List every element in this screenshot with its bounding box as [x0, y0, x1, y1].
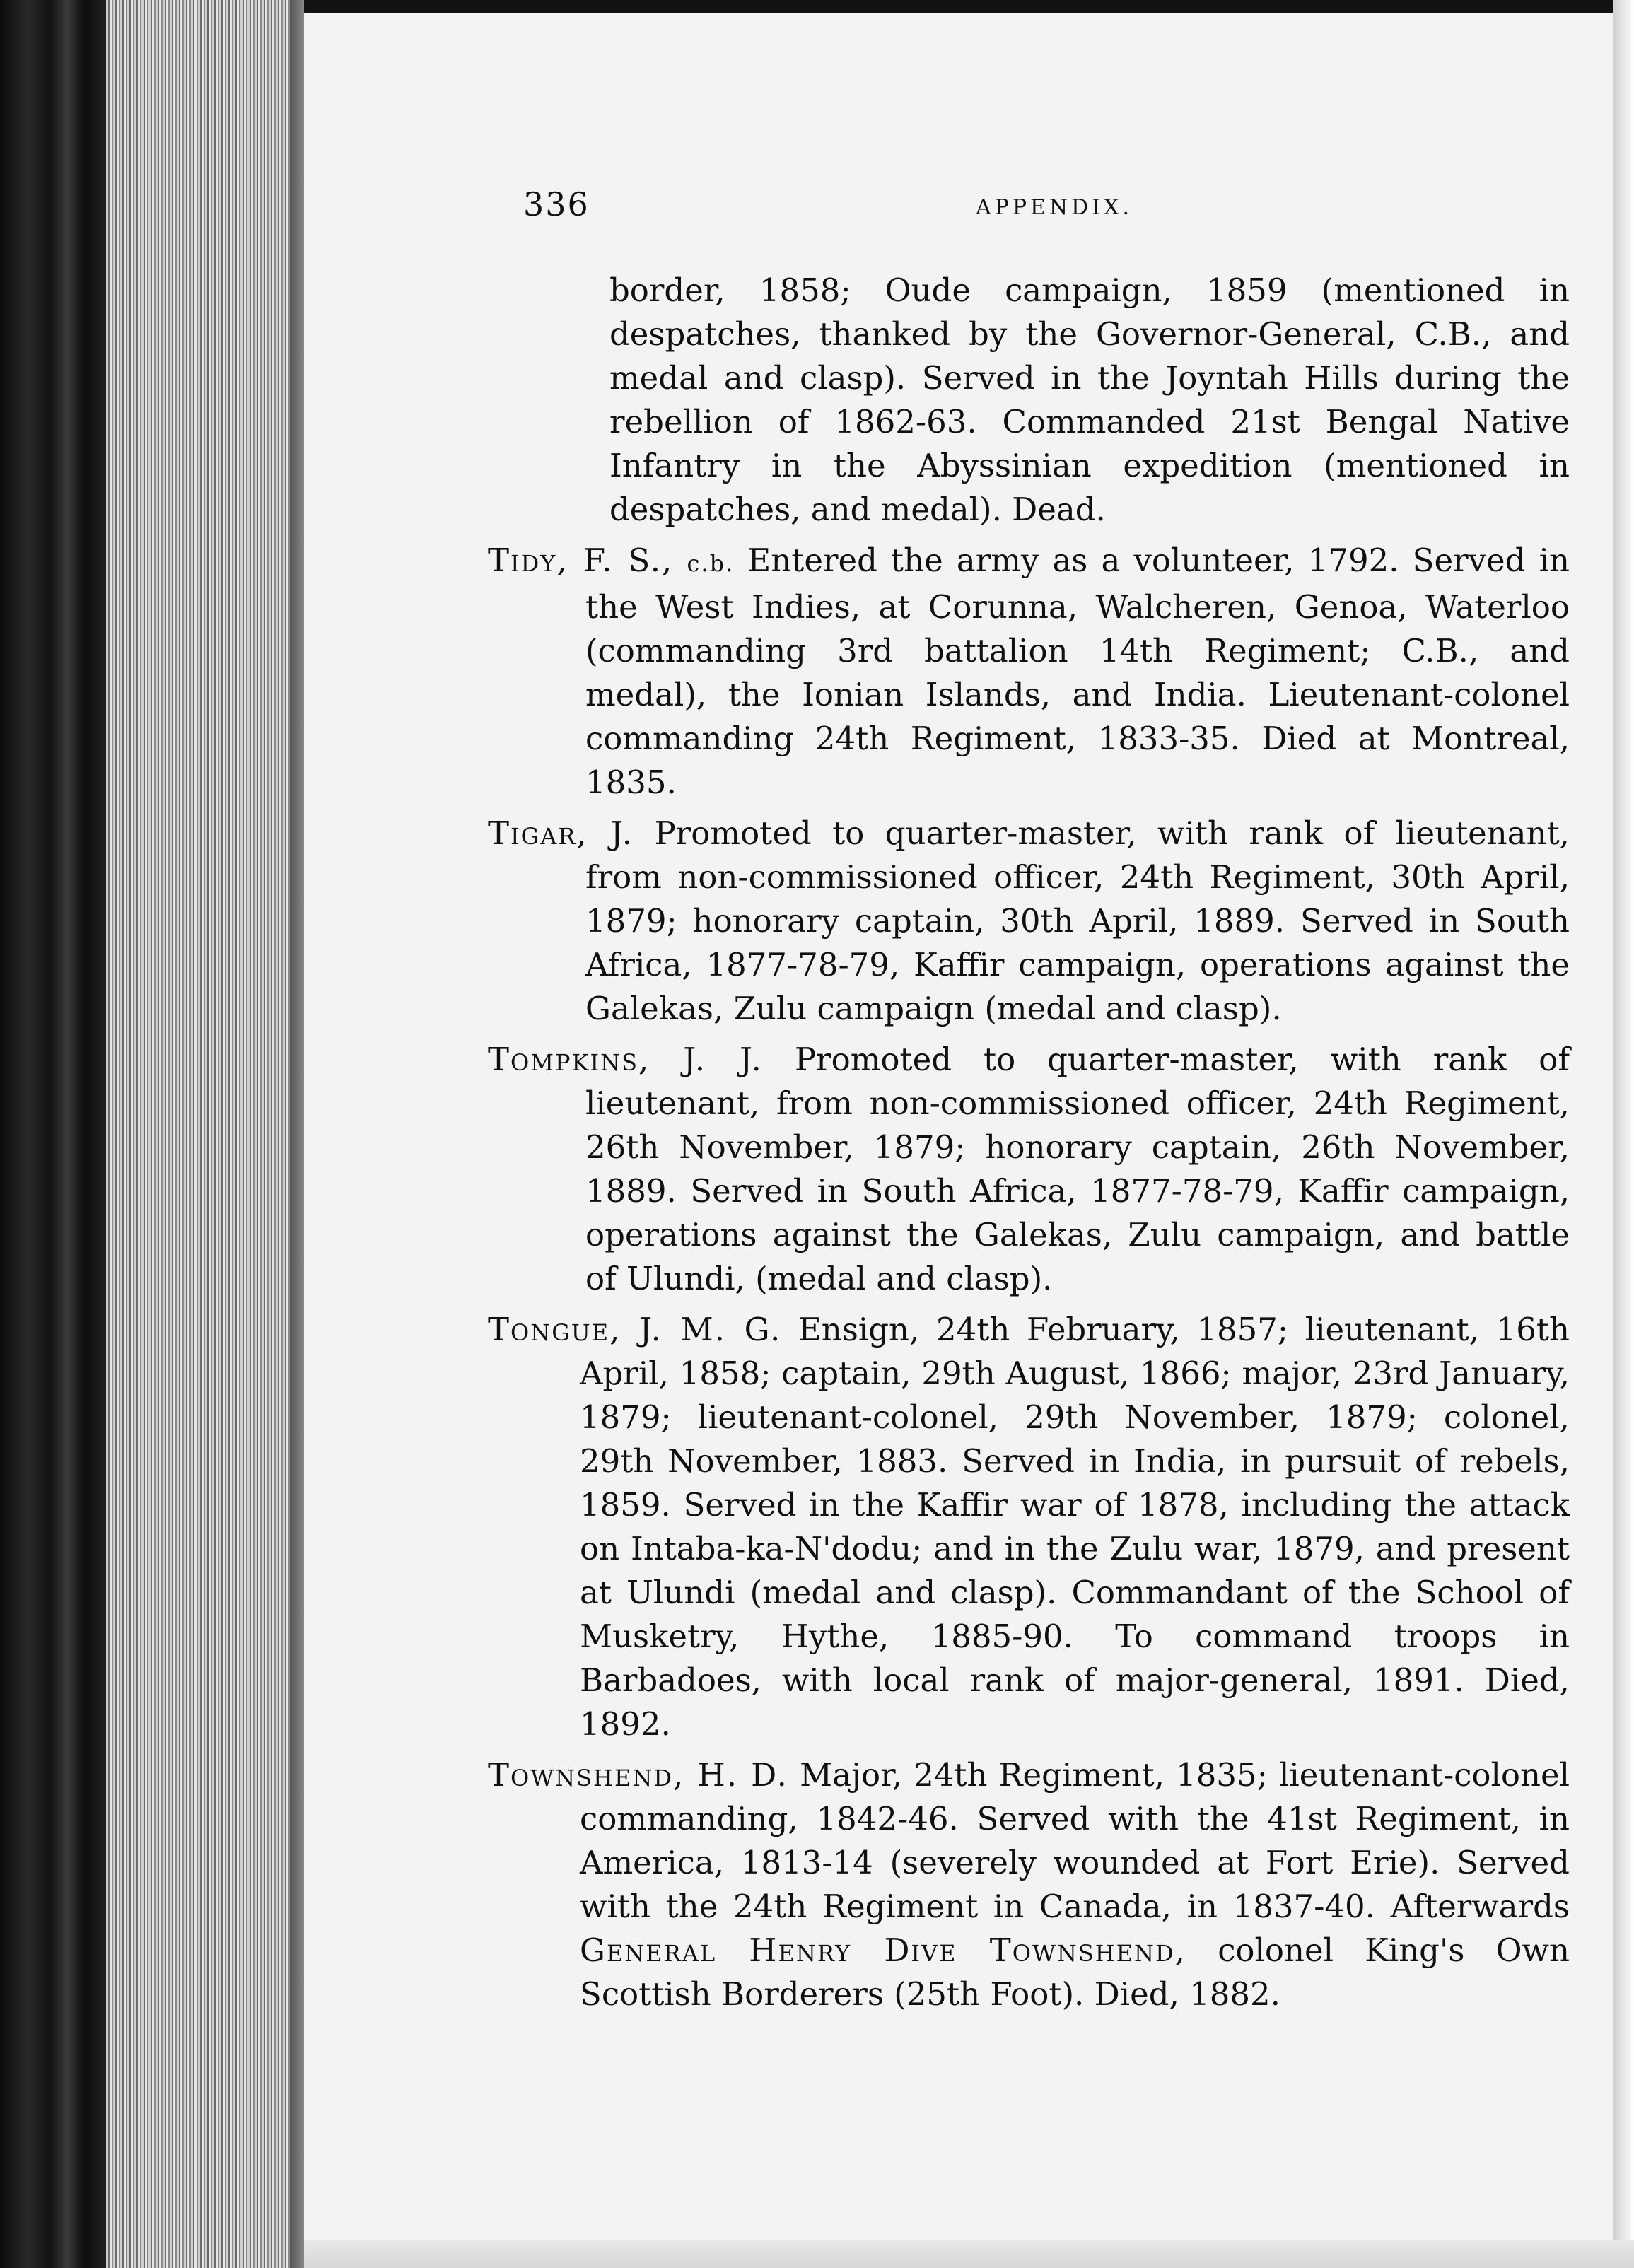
entry-text: Ensign, 24th February, 1857; lieutenant, 16th April, 1858; captain, 29th August, 1866; major, 23rd January, 1879; lieutenant-colonel, 29th November, 1879; colonel, 29th November, 1883. Served in India, in pursuit of rebels, 1859. Served in the Kaffir war of 1878, including the attack on Intaba-ka-N'dodu; and in the Zulu war, 1879, and present at Ulundi (medal and clasp). Commandant of the School of Musketry, Hythe, 1885-90. To command troops in Barbadoes, with local rank of major-general, 1891. Died, 1892.	[580, 1311, 1570, 1743]
entry-tidy	[488, 539, 1570, 805]
entry-name: Tompkins, J. J.	[488, 1041, 763, 1078]
entry-tompkins	[488, 1038, 1570, 1301]
entry-honour: c.b.	[687, 550, 735, 577]
page-number: 336	[523, 185, 590, 223]
entry-continuation	[488, 269, 1570, 532]
page-title: APPENDIX.	[976, 195, 1133, 220]
scan-border-top	[304, 0, 1634, 13]
entry-text: Entered the army as a volunteer, 1792. Served in the West Indies, at Corunna, Walcheren, Genoa, Waterloo (commanding 3rd battalion 14th Regiment; C.B., and medal), the Ionian Islands, and India. Lieutenant-colonel commanding 24th Regiment, 1833-35. Died at Montreal, 1835.	[585, 542, 1570, 801]
entry-text: Promoted to quarter-master, with rank of lieutenant, from non-commissioned officer, 24th Regiment, 30th April, 1879; honorary captain, 30th April, 1889. Served in South Africa, 1877-78-79, Kaffir campaign, operations against the Galekas, Zulu campaign (medal and clasp).	[585, 814, 1570, 1027]
scan-border-right	[1613, 0, 1634, 2268]
scan-border-bottom	[304, 2240, 1634, 2268]
running-head	[523, 185, 1584, 235]
entry-full-name: General Henry Dive Townshend,	[580, 1931, 1186, 1969]
page-edges	[106, 0, 304, 2268]
entry-name: Tongue, J. M. G.	[488, 1311, 782, 1348]
entry-text: Major, 24th Regiment, 1835; lieutenant-colonel commanding, 1842-46. Served with the 41st Regiment, in America, 1813-14 (severely wounded at Fort Erie). Served with the 24th Regiment in Canada, in 1837-40. Afterwards	[580, 1756, 1570, 1925]
entry-name: Townshend, H. D.	[488, 1756, 788, 1794]
entry-tongue	[488, 1308, 1570, 1746]
entry-name: Tigar, J.	[488, 814, 634, 852]
entry-text: colonel King's Own Scottish Borderers (25th Foot). Died, 1882.	[580, 1931, 1570, 2013]
appendix-entries	[488, 269, 1570, 2023]
entry-tigar	[488, 812, 1570, 1031]
entry-text: Promoted to quarter-master, with rank of lieutenant, from non-commissioned officer, 24th Regiment, 26th November, 1879; honorary captain, 26th November, 1889. Served in South Africa, 1877-78-79, Kaffir campaign, operations against the Galekas, Zulu campaign, and battle of Ulundi, (medal and clasp).	[585, 1041, 1570, 1297]
entry-name: Tidy, F. S.,	[488, 542, 674, 579]
entry-townshend	[488, 1753, 1570, 2016]
entry-text: border, 1858; Oude campaign, 1859 (mentioned in despatches, thanked by the Governor-General, C.B., and medal and clasp). Served in the Joyntah Hills during the rebellion of 1862-63. Commanded 21st Bengal Native Infantry in the Abyssinian expedition (mentioned in despatches, and medal). Dead.	[609, 271, 1570, 528]
